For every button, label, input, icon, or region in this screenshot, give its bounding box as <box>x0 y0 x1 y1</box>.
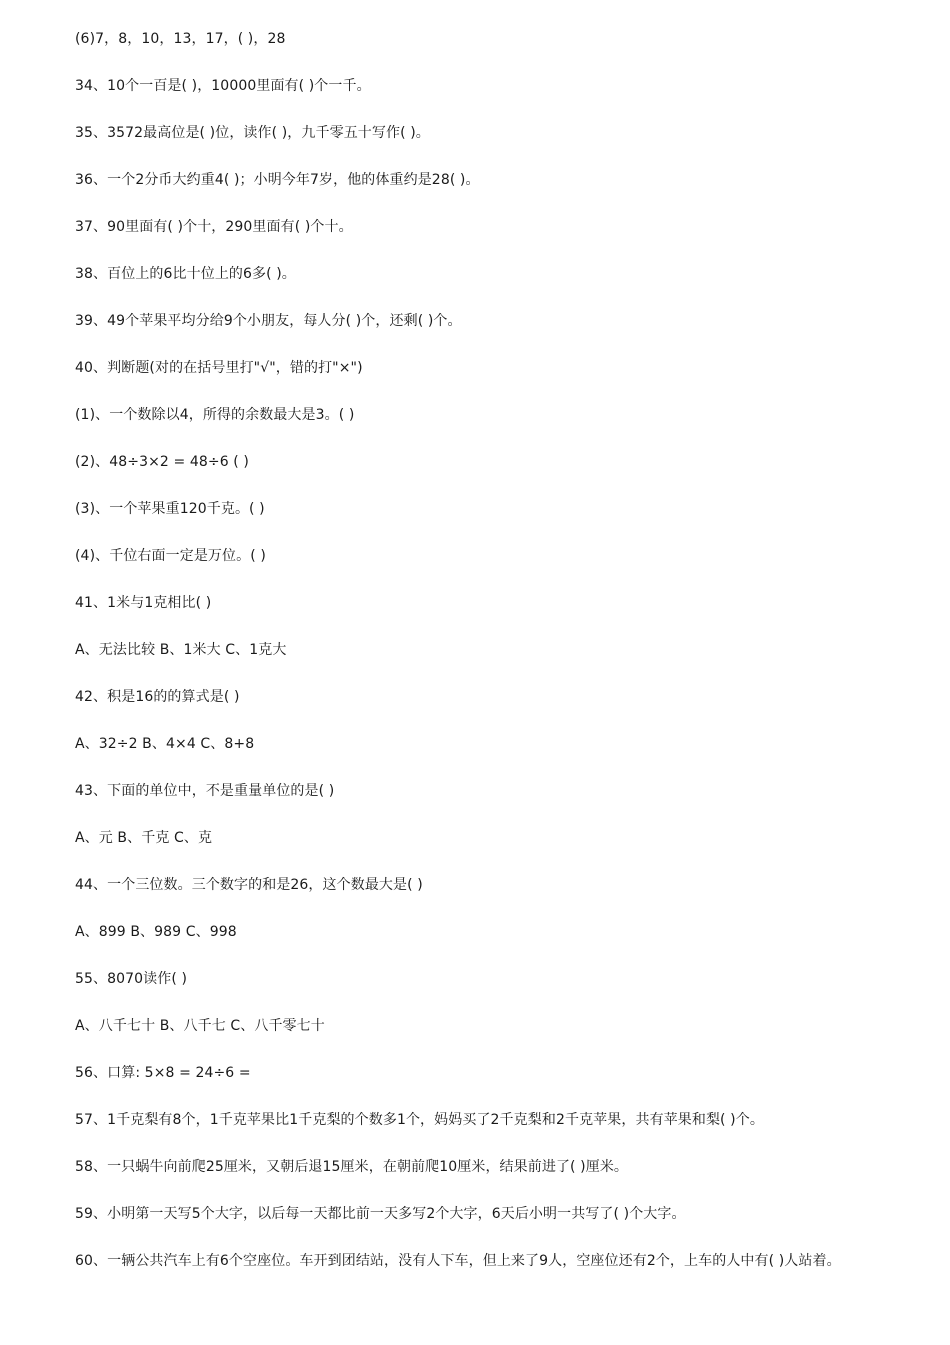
question-line: 36、一个2分币大约重4( )；小明今年7岁，他的体重约是28( )。 <box>75 172 480 188</box>
answer-options: A、八千七十 B、八千七 C、八千零七十 <box>75 1018 325 1034</box>
question-line: (4)、千位右面一定是万位。( ) <box>75 548 266 564</box>
answer-options: A、899 B、989 C、998 <box>75 924 237 940</box>
question-list <box>75 29 875 1271</box>
question-line: 44、一个三位数。三个数字的和是26，这个数最大是( ) <box>75 877 423 893</box>
question-line: (2)、48÷3×2 = 48÷6 ( ) <box>75 454 249 470</box>
question-line: (3)、一个苹果重120千克。( ) <box>75 501 265 517</box>
answer-options: A、32÷2 B、4×4 C、8+8 <box>75 736 255 752</box>
question-line: 55、8070读作( ) <box>75 971 188 987</box>
question-line: 35、3572最高位是( )位，读作( )，九千零五十写作( )。 <box>75 125 430 141</box>
question-line: 38、百位上的6比十位上的6多( )。 <box>75 266 296 282</box>
question-line: 57、1千克梨有8个，1千克苹果比1千克梨的个数多1个，妈妈买了2千克梨和2千克苹果，共有苹果和梨( )个。 <box>75 1112 764 1128</box>
question-line: 59、小明第一天写5个大字，以后每一天都比前一天多写2个大字，6天后小明一共写了( )个大字。 <box>75 1206 686 1222</box>
question-line: 34、10个一百是( )，10000里面有( )个一千。 <box>75 78 371 94</box>
question-line: 43、下面的单位中，不是重量单位的是( ) <box>75 783 335 799</box>
question-line: 60、一辆公共汽车上有6个空座位。车开到团结站，没有人下车，但上来了9人，空座位还有2个，上车的人中有( )人站着。 <box>75 1253 841 1269</box>
question-line: 39、49个苹果平均分给9个小朋友，每人分( )个，还剩( )个。 <box>75 313 462 329</box>
question-line: 37、90里面有( )个十，290里面有( )个十。 <box>75 219 353 235</box>
question-line: 40、判断题(对的在括号里打"√"，错的打"×") <box>75 360 363 376</box>
question-line: 56、口算: 5×8 = 24÷6 = <box>75 1065 251 1081</box>
answer-options: A、元 B、千克 C、克 <box>75 830 213 846</box>
question-line: 41、1米与1克相比( ) <box>75 595 212 611</box>
answer-options: A、无法比较 B、1米大 C、1克大 <box>75 642 287 658</box>
question-line: (1)、一个数除以4，所得的余数最大是3。( ) <box>75 407 355 423</box>
question-line: 58、一只蜗牛向前爬25厘米，又朝后退15厘米，在朝前爬10厘米，结果前进了( )厘米。 <box>75 1159 629 1175</box>
question-line: (6)7，8，10，13，17，( )，28 <box>75 31 286 47</box>
question-line: 42、积是16的的算式是( ) <box>75 689 240 705</box>
